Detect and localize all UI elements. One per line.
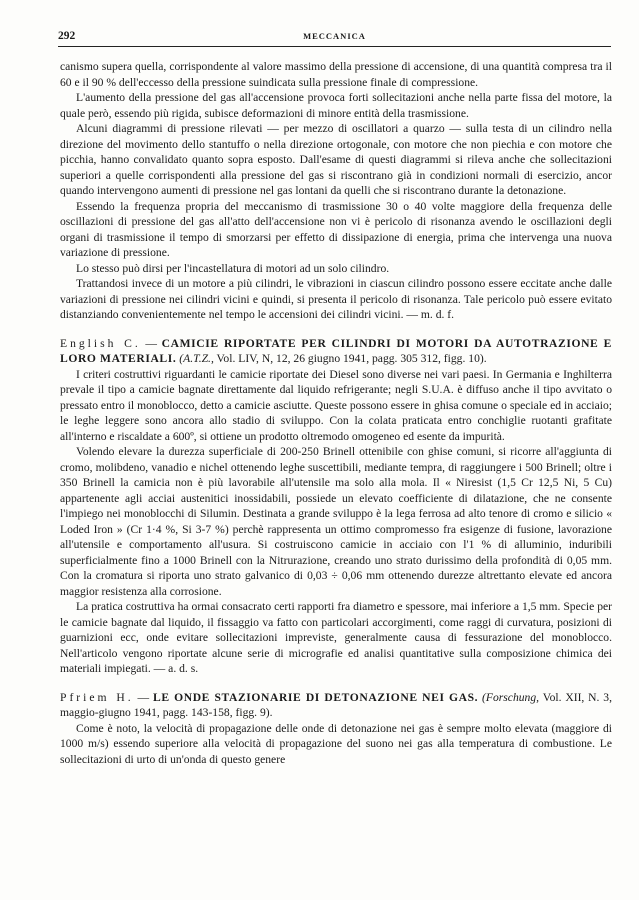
bibliographic-entry-2 [60,690,612,721]
entry-dash: — [133,690,153,704]
paragraph-continued: canismo supera quella, corrispondente al valore massimo della pressione di accensione, di una quantità compresa tra il 60 e il 90 % dell'eccesso della pressione suindicata sulla pressione finale di compressione. [60,60,612,89]
entry-citation: Vol. XII, N. 3, maggio-giugno 1941, pagg. 143-158, figg. 9). [60,690,612,719]
page-number: 292 [58,30,76,42]
entry-title: LE ONDE STAZIONARIE DI DETONAZIONE NEI GAS. [152,690,479,704]
entry-author: English C. [60,336,141,350]
paragraph: Come è noto, la velocità di propagazione delle onde di detonazione nei gas è sempre molto elevata (maggiore di 1000 m/s) essendo superiore alla velocità di propagazione del suono nei gas alla temperatura di combustione. Le sollecitazioni di urto di un'onda di questo genere [60,721,612,766]
page-body [60,59,612,767]
paragraph: Essendo la frequenza propria del meccanismo di trasmissione 30 o 40 volte maggiore della frequenza delle oscillazioni di pressione del gas all'atto dell'accensione non vi è pericolo di risonanza avendo le oscillazioni degli organi di trasmissione il tempo di smorzarsi per effetto di dissipazione di energia, prima che intervenga una nuova variazione di pressione. [60,199,612,259]
paragraph: La pratica costruttiva ha ormai consacrato certi rapporti fra diametro e spessore, mai inferiore a 1,5 mm. Specie per le camicie bagnate dal liquido, il fissaggio va fatto con particolari accorgimenti, come raggi di curvatura, posizioni di guarnizioni ecc, onde evitare sollecitazioni impreviste, generalmente causa di fessurazione del monoblocco. Nell'articolo vengono riportate alcune serie di micrografie ed analisi quantitative sulla composizione chimica dei materiali impiegati. — a. d. s. [60,600,612,675]
entry-author: Pfriem H. [60,690,134,704]
paragraph: Alcuni diagrammi di pressione rilevati — per mezzo di oscillatori a quarzo — sulla testa di un cilindro nella direzione del movimento dello stantuffo o nella direzione ortogonale, con motore che non piechia e con motore che picchia, hanno convalidato quanto sopra esposto. Dall'esame di questi diagrammi si rileva anche che sollecitazioni superiori a quelle corrispondenti alla pressione del gas si riscontrano già in condizioni normali di esercizio, ancor quando intervengono aumenti di pressione nel gas lontani da quelli che si riscontrano durante la detonazione. [60,122,612,197]
entry-journal: (Forschung, [482,690,540,704]
paragraph: Trattandosi invece di un motore a più cilindri, le vibrazioni in ciascun cilindro possono essere eccitate anche dalle variazioni di pressione nei cilindri vicini e quindi, si presenta il pericolo di risonanza. Tale pericolo può essere evitato distanziando convenientemente nel tempo le accensioni dei cilindri vicini. — m. d. f. [60,277,612,321]
running-header [58,28,611,47]
entry-dash: — [140,336,162,350]
entry-citation: Vol. LIV, N, 12, 26 giugno 1941, pagg. 305 312, figg. 10). [213,352,487,365]
paragraph: Volendo elevare la durezza superficiale di 200-250 Brinell ottenibile con ghise comuni, si ricorre all'aggiunta di cromo, molibdeno, vanadio e nichel ottenendo leghe suscettibili, mediante tempra, di raggiungere i 500 Brinell; oltre i 350 Brinell la camicia non è più lavorabile all'utensile ma solo alla mola. Il « Niresist (1,5 Cr 12,5 Ni, 5 Cu) appartenente agli acciai austenitici inossidabili, possiede un elevato coefficiente di dilatazione, che ne consente l'impiego nei monoblocchi di Silumin. Destinata a grande sviluppo è la lega ferrosa ad alto tenore di cromo e silicio « Loded Iron » (Cr 1·4 %, Si 3-7 %) perchè rappresenta un ottimo compromesso fra esigenze di fusione, lavorazione all'utensile e comportamento all'usura. Si costruiscono camicie in acciaio con l'1 % di alluminio, induribili superficialmente fino a 1000 Brinell con la Nitrurazione, creando uno strato durissimo della profondità di 0,05 mm. Con la cromatura si riporta uno strato galvanico di 0,03 ÷ 0,06 mm ottenendo durezze altrettanto elevate ed ancora maggior resistenza alla corrosione. [60,445,612,598]
entry-journal: (A.T.Z., [179,352,214,365]
paragraph: L'aumento della pressione del gas all'accensione provoca forti sollecitazioni anche nella parte fissa del motore, la quale però, essendo più rigida, subisce deformazioni di minore entità della trasmissione. [60,91,612,120]
paragraph: I criteri costruttivi riguardanti le camicie riportate dei Diesel sono diverse nei vari paesi. In Germania e Inghilterra prevale il tipo a camicie bagnate direttamente dal liquido refrigerante; negli S.U.A. è diffuso anche il tipo avvitato o pressato entro il monoblocco, detto a camicie asciutte. Queste possono essere in ghisa comune o speciale ed in acciaio; le leghe leggere sono ancora allo stadio di sviluppo. Con la colata praticata entro conchiglie ruotanti grafitate all'interno e riscaldate a 600º, si ottiene un prodotto oltremodo omogeneo ed esente da impurità. [60,367,612,443]
entry-title: CAMICIE RIPORTATE PER CILINDRI DI MOTORI DA AUTOTRAZIONE E LORO MATERIALI. [60,336,612,365]
bibliographic-entry-1 [60,336,612,367]
running-title: MECCANICA [303,31,366,41]
paragraph: Lo stesso può dirsi per l'incastellatura di motori ad un solo cilindro. [76,261,390,275]
